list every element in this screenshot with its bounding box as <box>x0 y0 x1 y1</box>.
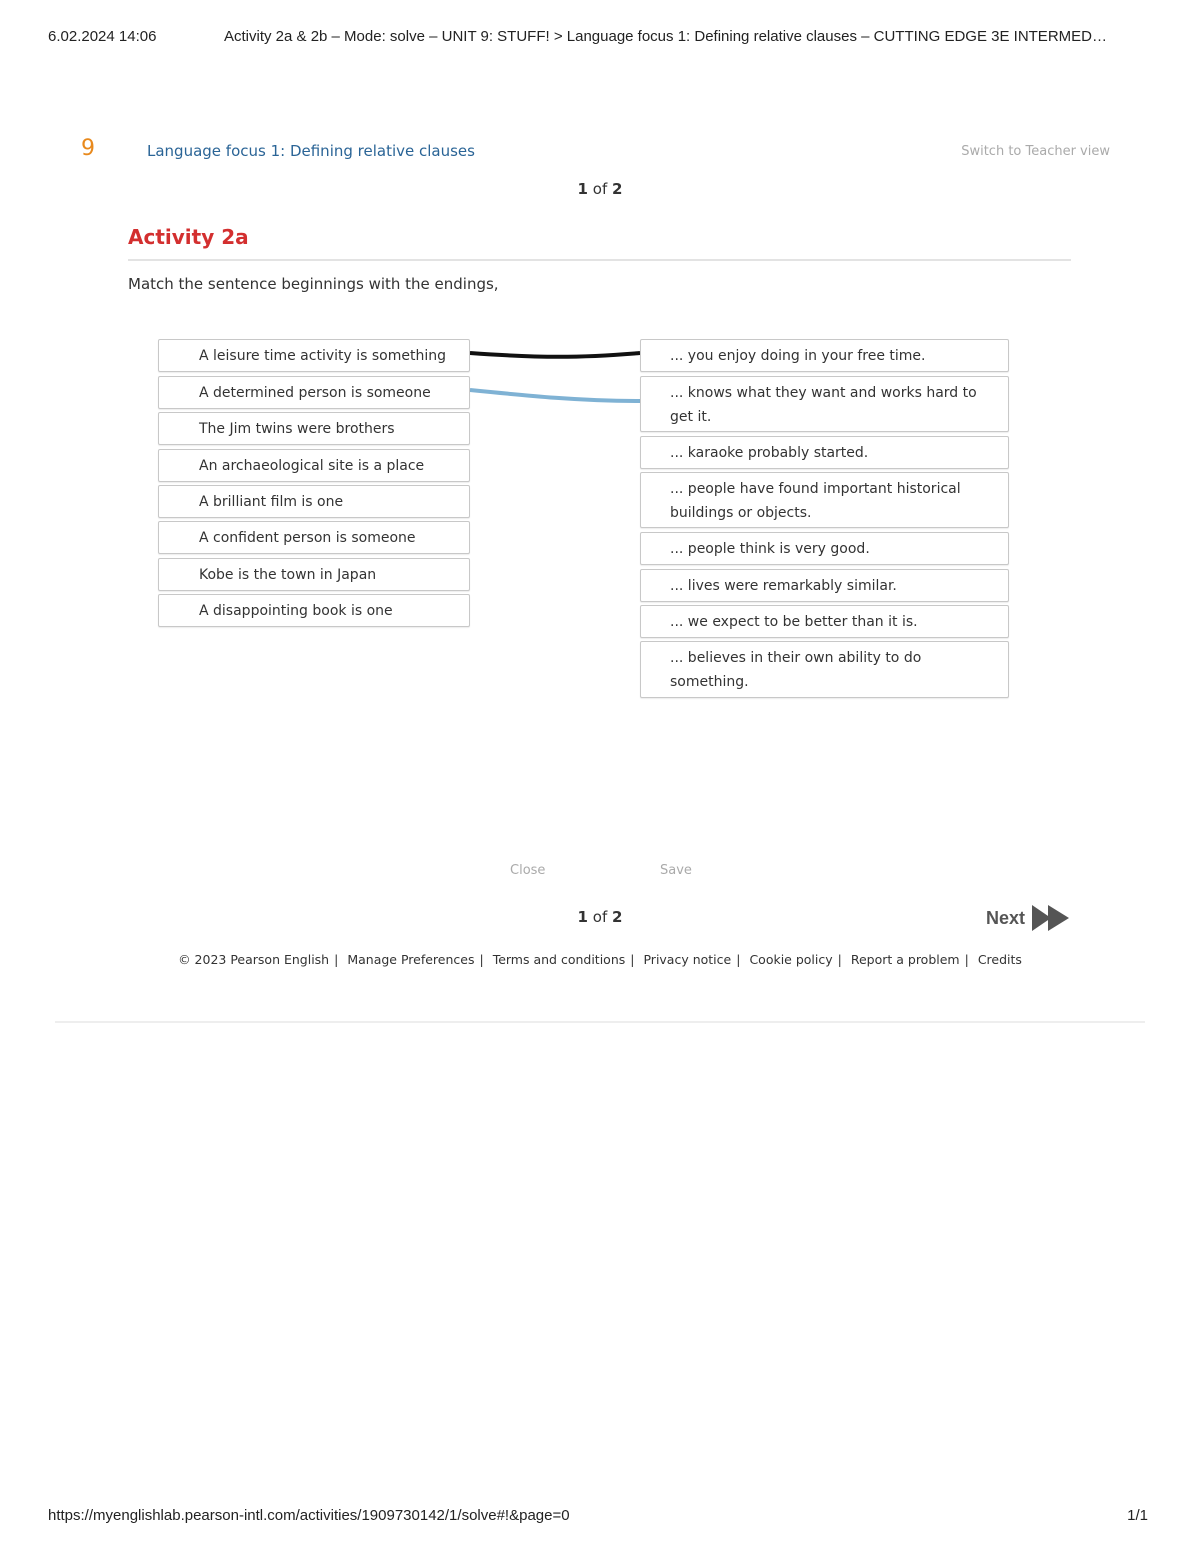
pager-top <box>0 180 1200 198</box>
activity-title: Activity 2a <box>128 225 249 249</box>
beginning-item[interactable]: An archaeological site is a place <box>158 449 470 482</box>
ending-item[interactable]: ... we expect to be better than it is. <box>640 605 1009 638</box>
ending-item[interactable]: ... knows what they want and works hard to get it. <box>640 376 1009 432</box>
pager-total: 2 <box>612 908 623 926</box>
ending-item[interactable]: ... you enjoy doing in your free time. <box>640 339 1009 372</box>
beginning-item[interactable]: A confident person is someone <box>158 521 470 554</box>
pager-current: 1 <box>577 180 588 198</box>
match-line-1 <box>470 353 640 357</box>
ending-item[interactable]: ... believes in their own ability to do something. <box>640 641 1009 698</box>
pager-current: 1 <box>577 908 588 926</box>
lesson-link[interactable]: Language focus 1: Defining relative clauses <box>147 142 475 160</box>
print-url: https://myenglishlab.pearson-intl.com/activities/1909730142/1/solve#!&page=0 <box>48 1507 570 1524</box>
fast-forward-icon <box>1031 903 1071 933</box>
next-label: Next <box>986 907 1026 928</box>
site-footer: © 2023 Pearson English | Manage Preferences | Terms and conditions | Privacy notice | Cookie policy | Report a problem | Credits <box>178 952 1022 967</box>
next-button[interactable] <box>986 902 1071 934</box>
print-date: 6.02.2024 14:06 <box>48 28 157 45</box>
ending-item[interactable]: ... people have found important historical buildings or objects. <box>640 472 1009 528</box>
beginning-item[interactable]: Kobe is the town in Japan <box>158 558 470 591</box>
page-divider <box>55 1021 1145 1023</box>
ending-item[interactable]: ... lives were remarkably similar. <box>640 569 1009 602</box>
print-footer <box>48 1507 1148 1524</box>
match-line-2 <box>470 390 640 401</box>
print-page-number: 1/1 <box>1127 1507 1148 1524</box>
footer-manage-preferences[interactable]: Manage Preferences <box>347 952 475 967</box>
ending-item[interactable]: ... karaoke probably started. <box>640 436 1009 469</box>
title-divider <box>128 259 1071 261</box>
pager-total: 2 <box>612 180 623 198</box>
ending-item[interactable]: ... people think is very good. <box>640 532 1009 565</box>
print-title: Activity 2a & 2b – Mode: solve – UNIT 9: STUFF! > Language focus 1: Defining relative clauses – CUTTING EDGE 3E INTERMED… <box>224 28 1107 45</box>
activity-instructions: Match the sentence beginnings with the endings, <box>128 275 499 293</box>
save-button[interactable]: Save <box>660 863 692 878</box>
close-button[interactable]: Close <box>510 863 546 878</box>
beginning-item[interactable]: A determined person is someone <box>158 376 470 409</box>
footer-report-problem[interactable]: Report a problem <box>850 952 960 967</box>
switch-teacher-view-link[interactable]: Switch to Teacher view <box>961 144 1110 159</box>
footer-copyright: © 2023 Pearson English <box>178 952 330 967</box>
footer-cookie-policy[interactable]: Cookie policy <box>749 952 833 967</box>
pager-of: of <box>592 908 608 926</box>
footer-credits[interactable]: Credits <box>977 952 1022 967</box>
beginning-item[interactable]: A brilliant film is one <box>158 485 470 518</box>
footer-terms[interactable]: Terms and conditions <box>492 952 626 967</box>
footer-privacy[interactable]: Privacy notice <box>643 952 732 967</box>
beginning-item[interactable]: The Jim twins were brothers <box>158 412 470 445</box>
pager-of: of <box>592 180 608 198</box>
beginning-item[interactable]: A leisure time activity is something <box>158 339 470 372</box>
beginning-item[interactable]: A disappointing book is one <box>158 594 470 627</box>
unit-number: 9 <box>81 136 95 161</box>
print-header <box>48 28 1148 48</box>
